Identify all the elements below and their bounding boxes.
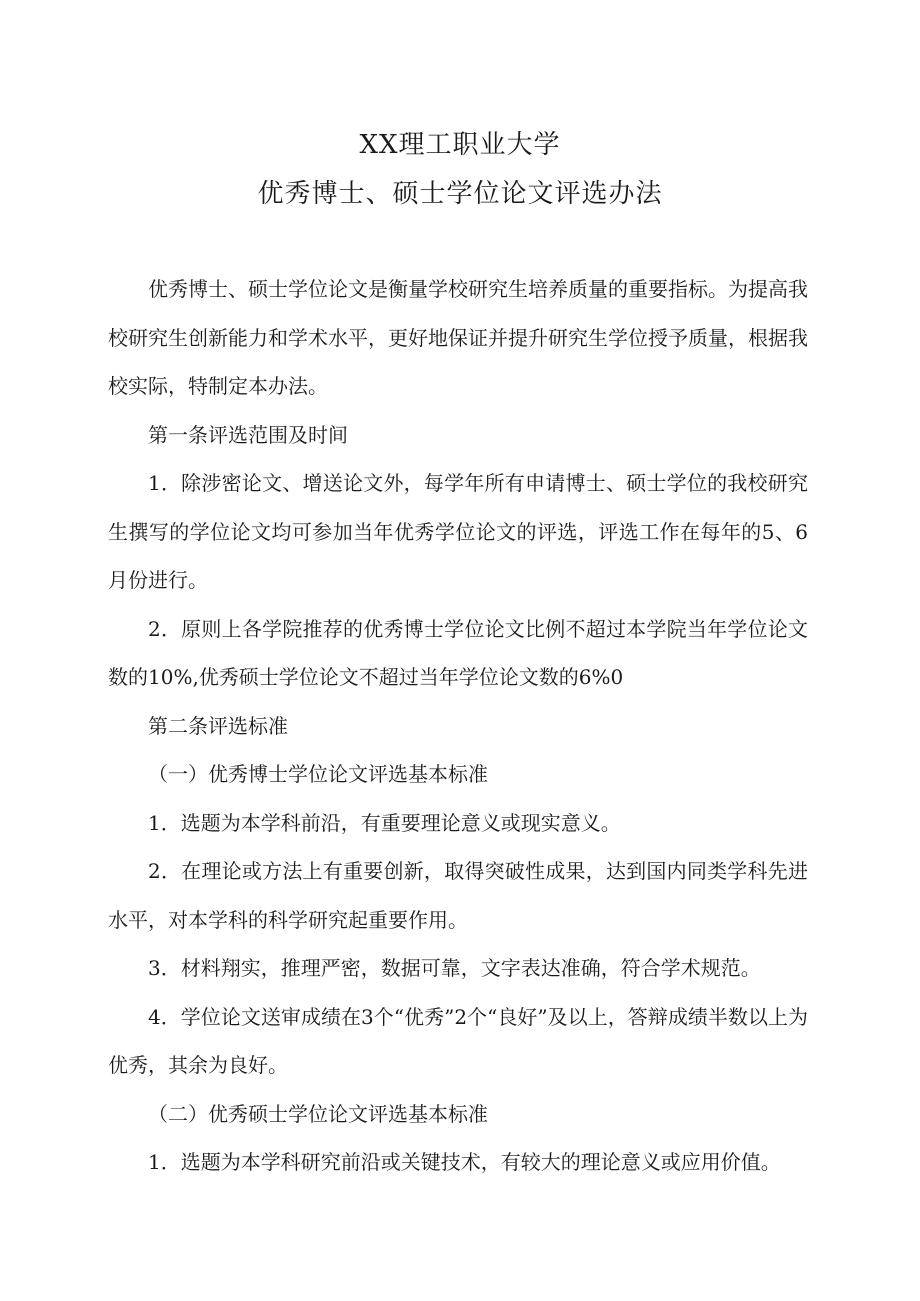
article-1-item-1: 1．除涉密论文、增送论文外，每学年所有申请博士、硕士学位的我校研究生撰写的学位论文均可参加当年优秀学位论文的评选，评选工作在每年的5、6月份进行。 xyxy=(108,471,808,592)
article-heading-1: 第一条评选范围及时间 xyxy=(148,422,348,447)
masters-item-1: 1．选题为本学科研究前沿或关键技术，有较大的理论意义或应用价值。 xyxy=(148,1150,781,1174)
section-heading-masters: （二）优秀硕士学位论文评选基本标准 xyxy=(148,1101,488,1126)
article-1-item-2: 2．原则上各学院推荐的优秀博士学位论文比例不超过本学院当年学位论文数的10%,优秀硕士学位论文不超过当年学位论文数的6%0 xyxy=(108,616,808,689)
document-title-line2: 优秀博士、硕士学位论文评选办法 xyxy=(257,179,663,209)
section-heading-doctoral: （一）优秀博士学位论文评选基本标准 xyxy=(148,762,488,786)
doctoral-item-1: 1．选题为本学科前沿，有重要理论意义或现实意义。 xyxy=(148,810,621,835)
doctoral-item-4: 4．学位论文送审成绩在3个“优秀”2个“良好”及以上，答辩成绩半数以上为优秀，其余为良好。 xyxy=(108,1004,808,1077)
doctoral-item-3: 3．材料翔实，推理严密，数据可靠，文字表达准确，符合学术规范。 xyxy=(148,956,761,980)
intro-paragraph: 优秀博士、硕士学位论文是衡量学校研究生培养质量的重要指标。为提高我校研究生创新能力和学术水平，更好地保证并提升研究生学位授予质量，根据我校实际，特制定本办法。 xyxy=(108,277,808,398)
article-heading-2: 第二条评选标准 xyxy=(148,713,288,738)
document-title-line1: XX理工职业大学 xyxy=(359,130,561,160)
document-body xyxy=(108,265,808,1187)
doctoral-item-2: 2．在理论或方法上有重要创新，取得突破性成果，达到国内同类学科先进水平，对本学科的科学研究起重要作用。 xyxy=(108,859,808,932)
